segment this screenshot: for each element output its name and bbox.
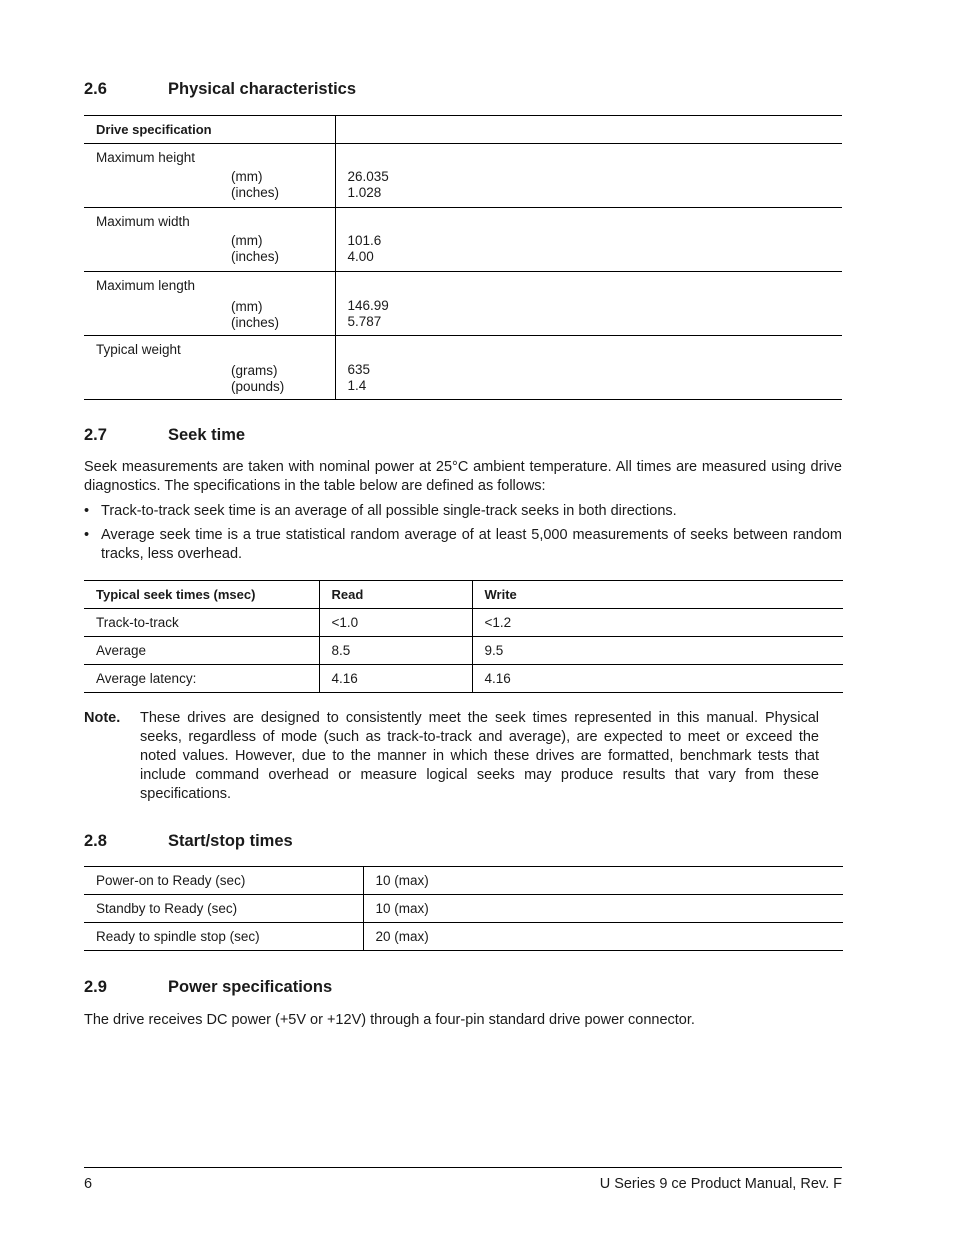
section-number: 2.7 <box>84 426 107 444</box>
unit-primary: (mm) <box>231 233 263 248</box>
section-heading-seek <box>84 426 245 445</box>
seek-note <box>84 709 819 804</box>
section-number: 2.9 <box>84 978 107 996</box>
table-cell: Average latency: <box>84 665 319 693</box>
spec-values <box>348 336 831 393</box>
list-item: • Average seek time is a true statistical random average of at least 5,000 measurements of seeks between random tracks, less overhead. <box>84 526 842 564</box>
note-text: These drives are designed to consistently meet the seek times represented in this manual. Physical seeks, regardless of mode (such as track-to-track and average), are expected to meet or exceed the noted values. However, due to the manner in which these drives are formatted, benchmark tests that include command overhead or measure logical seeks may produce results that vary from these specifications. <box>140 710 819 802</box>
unit-secondary: (inches) <box>231 184 280 200</box>
power-paragraph: The drive receives DC power (+5V or +12V) through a four-pin standard drive power connector. <box>84 1012 695 1028</box>
note-label: Note. <box>84 710 121 726</box>
table-row <box>84 895 843 923</box>
value-secondary: 1.4 <box>347 377 367 393</box>
page-number: 6 <box>84 1176 93 1192</box>
value-primary: 101.6 <box>347 233 382 248</box>
value-cell <box>335 336 842 400</box>
spec-values <box>348 144 831 200</box>
section-title: Seek time <box>168 426 246 444</box>
table-header-row <box>84 581 843 609</box>
table-cell: Average <box>84 637 319 665</box>
value-primary: 635 <box>347 362 371 377</box>
table-cell: 4.16 <box>472 665 843 693</box>
list-item: • Track-to-track seek time is an average of all possible single-track seeks in both directions. <box>84 502 842 521</box>
value-secondary: 5.787 <box>347 313 382 329</box>
value-primary: 146.99 <box>347 298 389 313</box>
spec-units <box>231 233 323 264</box>
unit-secondary: (inches) <box>231 314 280 330</box>
section-number: 2.8 <box>84 832 107 850</box>
table-cell: <1.0 <box>319 609 472 637</box>
value-secondary: 1.028 <box>347 184 382 200</box>
table-cell: <1.2 <box>472 609 843 637</box>
unit-primary: (mm) <box>231 169 263 184</box>
unit-secondary: (pounds) <box>231 378 285 394</box>
table-row <box>84 208 842 272</box>
table-header-cell: Typical seek times (msec) <box>84 581 319 609</box>
spec-name: Maximum length <box>96 278 196 293</box>
section-heading-power <box>84 978 332 997</box>
physical-characteristics-table <box>84 115 842 400</box>
table-cell: Power-on to Ready (sec) <box>84 867 363 895</box>
section-heading-startstop <box>84 832 293 851</box>
table-cell: Track-to-track <box>84 609 319 637</box>
table-row <box>84 923 843 951</box>
table-row <box>84 336 842 400</box>
section-number: 2.6 <box>84 80 107 98</box>
seek-definitions-list <box>84 502 842 564</box>
value-cell <box>335 144 842 208</box>
spec-values <box>348 208 831 264</box>
value-cell <box>335 272 842 336</box>
spec-units <box>231 299 323 330</box>
spec-values <box>348 272 831 329</box>
spec-cell <box>84 144 335 208</box>
table-cell: Standby to Ready (sec) <box>84 895 363 923</box>
value-secondary: 4.00 <box>347 248 374 264</box>
spec-cell <box>84 336 335 400</box>
spec-units <box>231 169 323 200</box>
manual-title: U Series 9 ce Product Manual, Rev. F <box>599 1176 842 1192</box>
spec-cell <box>84 272 335 336</box>
table-row <box>84 637 843 665</box>
table-cell: 8.5 <box>319 637 472 665</box>
table-row <box>84 272 842 336</box>
table-header-row <box>84 116 842 144</box>
spec-name: Typical weight <box>96 342 181 357</box>
table-cell: 10 (max) <box>363 895 843 923</box>
value-primary: 26.035 <box>347 169 389 184</box>
footer-divider <box>84 1167 842 1168</box>
spec-name: Maximum width <box>96 214 190 229</box>
table-row <box>84 144 842 208</box>
seek-times-table <box>84 580 843 693</box>
table-cell: 4.16 <box>319 665 472 693</box>
table-header-cell: Write <box>484 587 517 602</box>
table-cell: Ready to spindle stop (sec) <box>84 923 363 951</box>
unit-primary: (mm) <box>231 299 263 314</box>
table-header-cell-empty <box>335 116 842 144</box>
table-row <box>84 867 843 895</box>
section-title: Start/stop times <box>168 832 293 850</box>
start-stop-table <box>84 866 843 951</box>
spec-name: Maximum height <box>96 150 196 165</box>
spec-cell <box>84 208 335 272</box>
section-title: Physical characteristics <box>168 80 357 98</box>
spec-units <box>231 363 323 394</box>
seek-intro-paragraph: Seek measurements are taken with nominal power at 25°C ambient temperature. All times are measured using drive diagnostics. The specifications in the table below are defined as follows: <box>84 459 842 494</box>
table-header-cell: Drive specification <box>84 116 335 144</box>
section-title: Power specifications <box>168 978 333 996</box>
table-cell: 9.5 <box>472 637 843 665</box>
table-cell: 10 (max) <box>375 873 429 888</box>
unit-secondary: (inches) <box>231 248 280 264</box>
unit-primary: (grams) <box>231 363 278 378</box>
table-header-cell: Read <box>319 581 472 609</box>
table-row <box>84 665 843 693</box>
table-row <box>84 609 843 637</box>
table-cell: 20 (max) <box>363 923 843 951</box>
value-cell <box>335 208 842 272</box>
section-heading-physical <box>84 80 356 99</box>
